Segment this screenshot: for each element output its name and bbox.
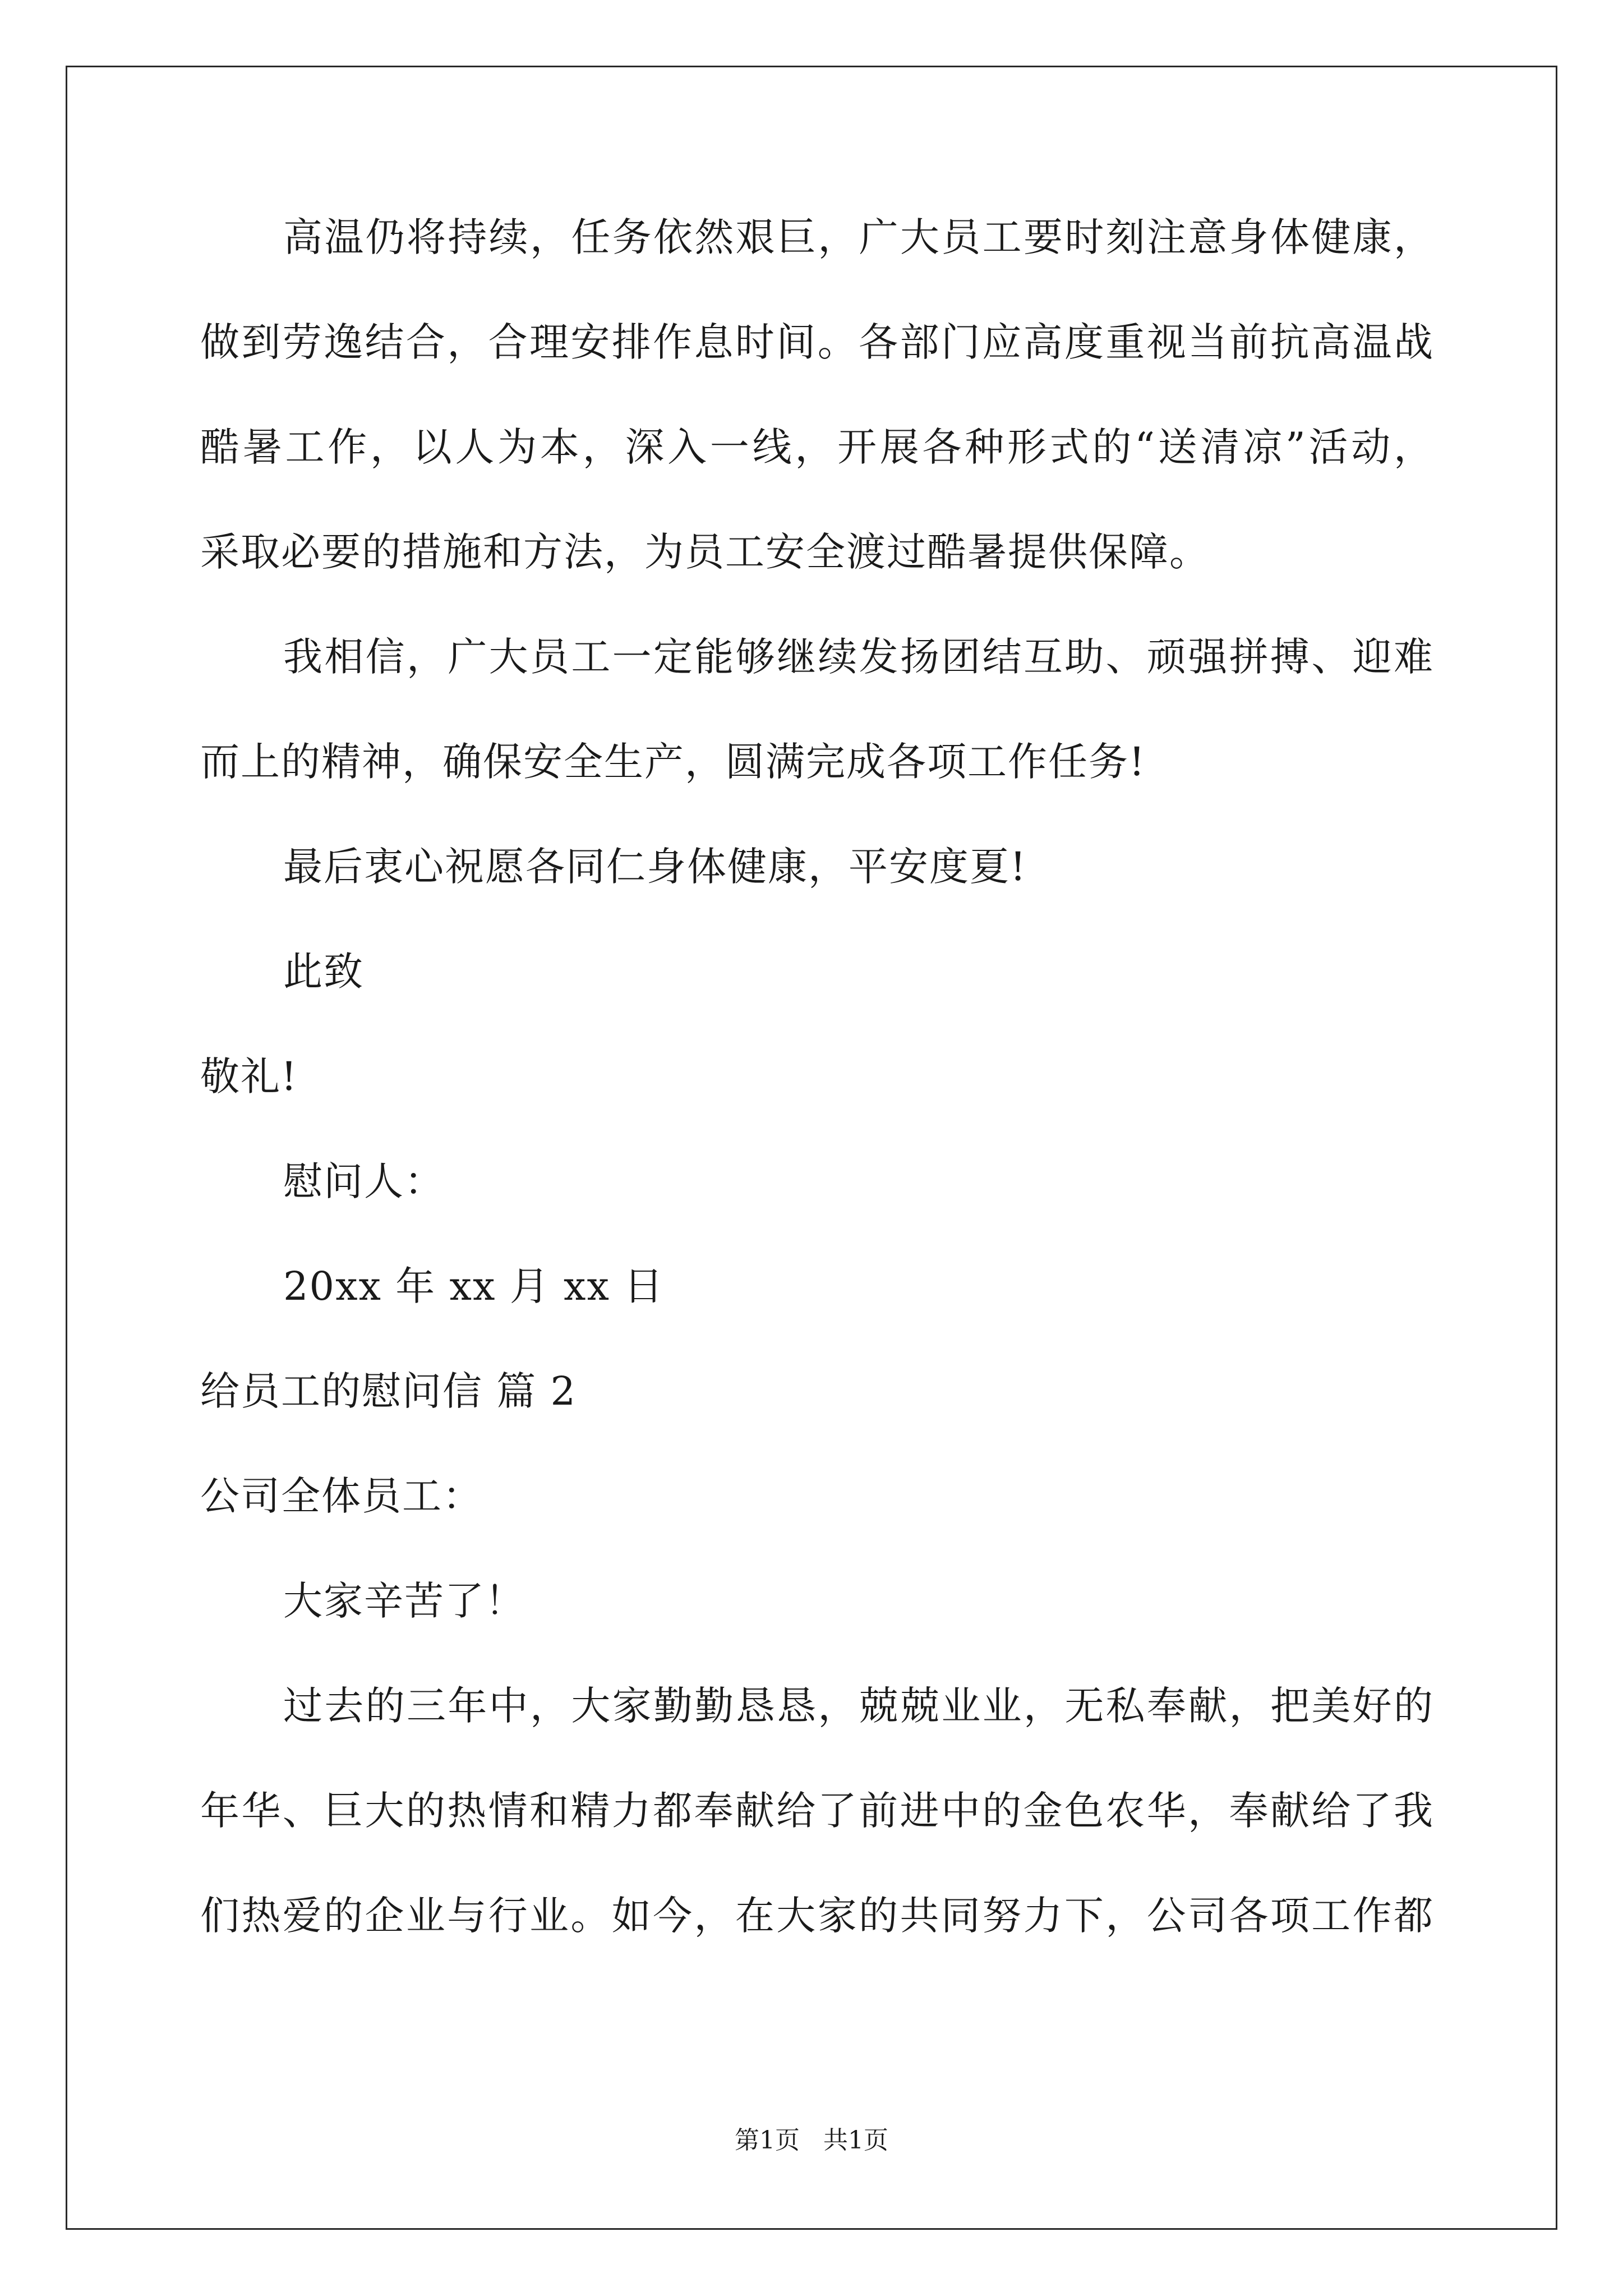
closing-salutation: 此致 xyxy=(283,949,364,995)
text-line: 过去的三年中，大家勤勤恳恳，兢兢业业，无私奉献，把美好的 xyxy=(283,1683,1434,1729)
text-line: 而上的精神，确保安全生产，圆满完成各项工作任务! xyxy=(200,739,1146,785)
text-line: 做到劳逸结合，合理安排作息时间。各部门应高度重视当前抗高温战 xyxy=(200,319,1434,365)
text-line: 们热爱的企业与行业。如今，在大家的共同努力下，公司各项工作都 xyxy=(200,1893,1434,1939)
signature-label: 慰问人： xyxy=(283,1158,445,1204)
greeting: 大家辛苦了！ xyxy=(283,1578,525,1624)
page-footer: 第1页 共1页 xyxy=(735,2126,888,2155)
addressee: 公司全体员工： xyxy=(200,1473,483,1519)
section-heading: 给员工的慰问信 篇 2 xyxy=(200,1368,577,1414)
date-line: 20xx 年 xx 月 xx 日 xyxy=(283,1263,665,1309)
text-line: 酷暑工作，以人为本，深入一线，开展各种形式的“送清凉”活动， xyxy=(200,424,1434,470)
text-line: 采取必要的措施和方法，为员工安全渡过酷暑提供保障。 xyxy=(200,529,1210,575)
text-line: 我相信，广大员工一定能够继续发扬团结互助、顽强拼搏、迎难 xyxy=(283,634,1434,680)
closing-respect: 敬礼! xyxy=(200,1053,298,1099)
text-line: 高温仍将持续，任务依然艰巨，广大员工要时刻注意身体健康， xyxy=(283,214,1434,260)
text-line: 最后衷心祝愿各同仁身体健康，平安度夏! xyxy=(283,844,1027,890)
text-line: 年华、巨大的热情和精力都奉献给了前进中的金色农华，奉献给了我 xyxy=(200,1788,1434,1834)
